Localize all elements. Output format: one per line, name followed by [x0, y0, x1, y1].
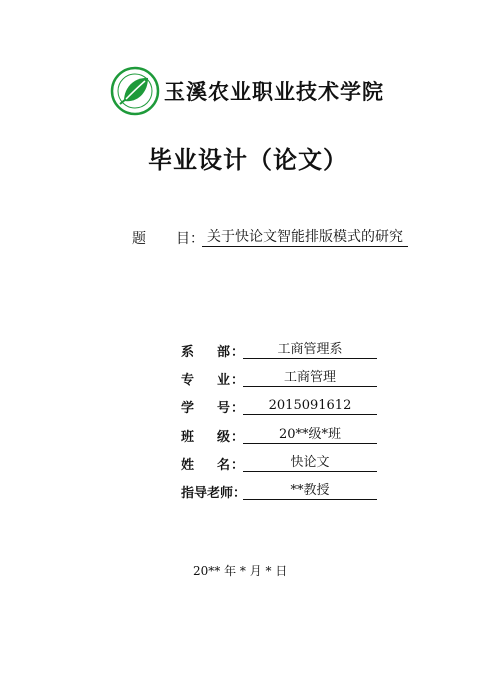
field-label-char2: 号 — [217, 401, 231, 416]
document-title: 毕业设计（论文） — [148, 146, 348, 174]
field-label-char2: 业 — [217, 373, 231, 388]
field-label-char1: 学 — [181, 401, 195, 416]
field-row-department — [181, 341, 381, 361]
field-label-char2: 名 — [217, 458, 231, 473]
field-colon: ： — [231, 345, 245, 360]
field-label-char1: 系 — [181, 345, 195, 360]
topic-label-a: 题 — [132, 231, 146, 247]
document-date: 20** 年 * 月 * 日 — [193, 564, 288, 578]
field-value-major: 工商管理 — [243, 369, 377, 387]
field-value-name: 快论文 — [243, 454, 377, 472]
field-label-char2: 部 — [217, 345, 231, 360]
field-label-char1: 班 — [181, 430, 195, 445]
field-label-char1: 姓 — [181, 458, 195, 473]
field-value-class: 20**级*班 — [243, 426, 377, 444]
school-name: 玉溪农业职业技术学院 — [164, 79, 384, 104]
field-label-char2: 级 — [217, 430, 231, 445]
field-colon: ： — [231, 458, 245, 473]
field-label-char1: 专 — [181, 373, 195, 388]
field-colon: ： — [231, 401, 245, 416]
topic-label — [132, 228, 204, 248]
field-row-class — [181, 426, 381, 446]
field-row-name — [181, 454, 381, 474]
field-value-advisor: **教授 — [243, 482, 377, 500]
field-value-student-id: 2015091612 — [243, 397, 377, 415]
field-colon: ： — [231, 373, 245, 388]
field-row-student-id — [181, 397, 381, 417]
field-value-department: 工商管理系 — [243, 341, 377, 359]
topic-value: 关于快论文智能排版模式的研究 — [202, 228, 408, 247]
field-row-advisor — [181, 482, 381, 502]
field-row-major — [181, 369, 381, 389]
school-logo-icon — [110, 66, 160, 116]
field-colon: ： — [231, 430, 245, 445]
advisor-label: 指导老师： — [181, 486, 247, 501]
topic-label-b: 目： — [176, 231, 204, 247]
